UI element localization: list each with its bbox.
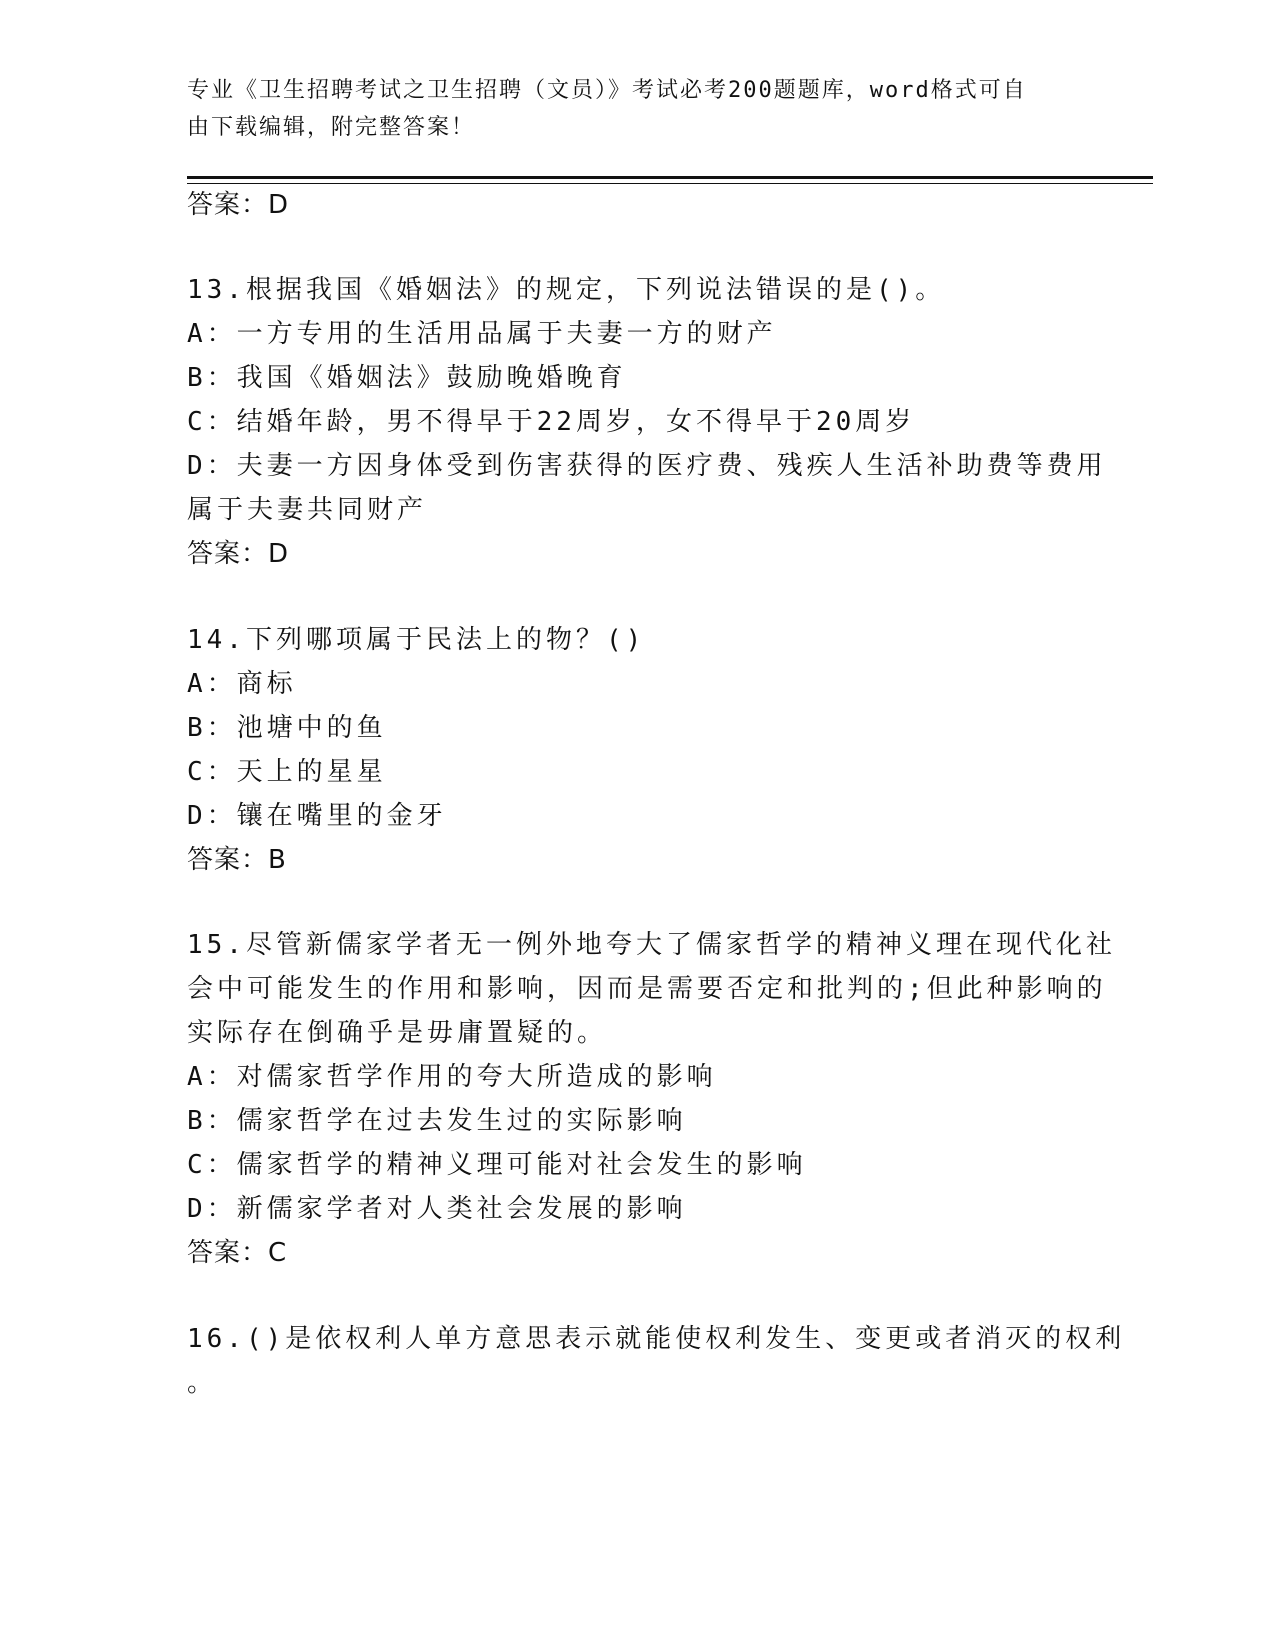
question-15-stem-line-2: 会中可能发生的作用和影响，因而是需要否定和批判的;但此种影响的 (187, 974, 1107, 1004)
question-14-answer: 答案：B (187, 845, 287, 875)
question-13-option-b: B：我国《婚姻法》鼓励晚婚晚育 (187, 363, 627, 393)
header-line-2: 由下载编辑，附完整答案！ (187, 115, 476, 140)
question-13-answer: 答案：D (187, 539, 290, 569)
header-divider-thin (187, 183, 1153, 184)
question-14-option-d: D：镶在嘴里的金牙 (187, 801, 447, 831)
header-divider-thick (187, 176, 1153, 179)
question-13-option-d-continued: 属于夫妻共同财产 (187, 495, 428, 525)
header-line-1: 专业《卫生招聘考试之卫生招聘（文员）》考试必考200题题库，word格式可自 (187, 78, 1027, 103)
question-16-stem-line-2: 。 (187, 1368, 218, 1398)
document-header (187, 72, 1067, 146)
question-13-option-d: D：夫妻一方因身体受到伤害获得的医疗费、残疾人生活补助费等费用 (187, 451, 1107, 481)
question-14-option-a: A：商标 (187, 669, 297, 699)
question-15-option-d: D：新儒家学者对人类社会发展的影响 (187, 1194, 687, 1224)
question-13-option-c: C：结婚年龄，男不得早于22周岁，女不得早于20周岁 (187, 407, 916, 437)
question-13-option-a: A：一方专用的生活用品属于夫妻一方的财产 (187, 319, 777, 349)
question-16-stem-line-1: 16.()是依权利人单方意思表示就能使权利发生、变更或者消灭的权利 (187, 1324, 1126, 1354)
question-14-stem: 14.下列哪项属于民法上的物？() (187, 625, 646, 655)
question-15-option-b: B：儒家哲学在过去发生过的实际影响 (187, 1106, 687, 1136)
question-15-stem-line-1: 15.尽管新儒家学者无一例外地夸大了儒家哲学的精神义理在现代化社 (187, 930, 1116, 960)
question-15-option-c: C：儒家哲学的精神义理可能对社会发生的影响 (187, 1150, 807, 1180)
question-14-option-b: B：池塘中的鱼 (187, 713, 387, 743)
previous-answer: 答案：D (187, 190, 290, 220)
question-14-option-c: C：天上的星星 (187, 757, 387, 787)
question-15-option-a: A：对儒家哲学作用的夸大所造成的影响 (187, 1062, 717, 1092)
question-13-stem: 13.根据我国《婚姻法》的规定，下列说法错误的是()。 (187, 275, 946, 305)
question-15-stem-line-3: 实际存在倒确乎是毋庸置疑的。 (187, 1018, 608, 1048)
question-15-answer: 答案：C (187, 1238, 288, 1268)
